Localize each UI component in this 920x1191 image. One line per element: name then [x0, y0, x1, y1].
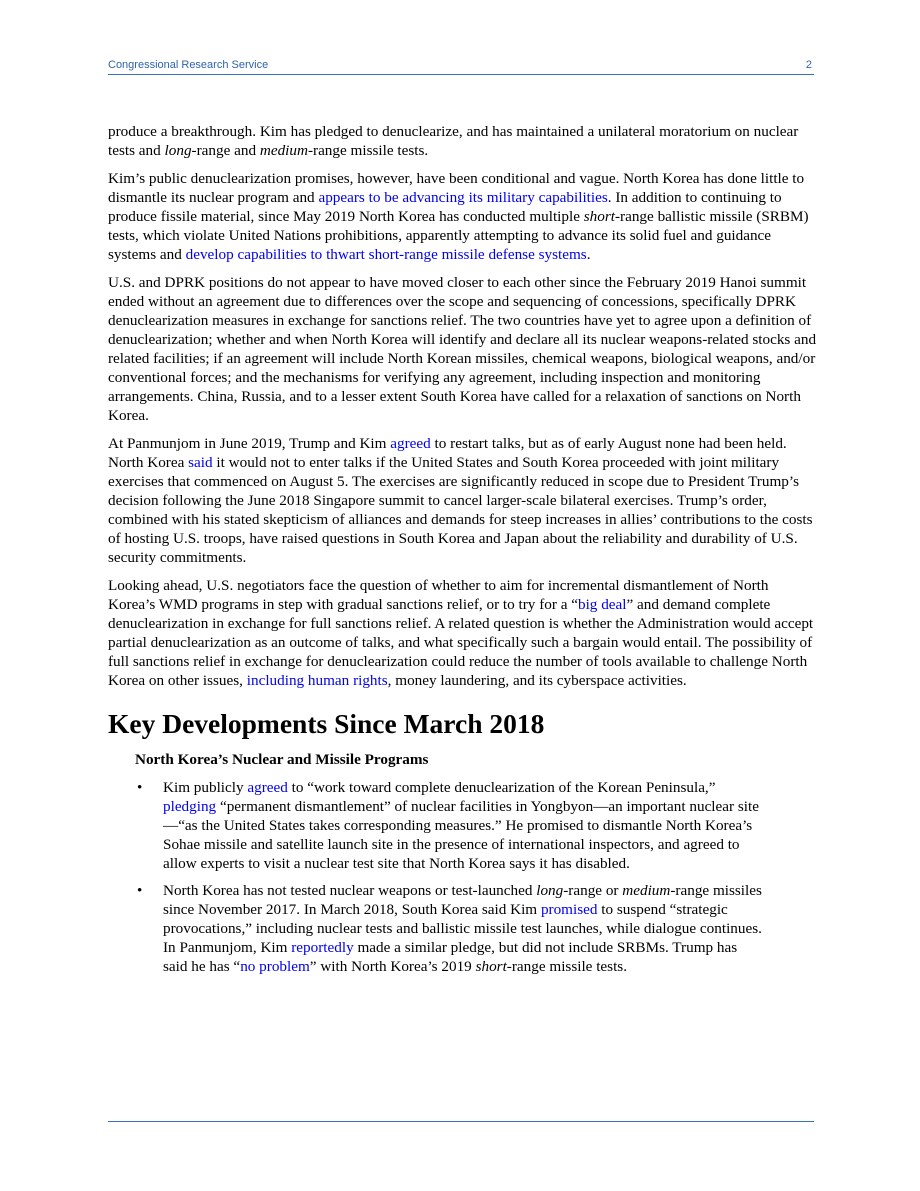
text-run: to suspend “strategic provocations,” including nuclear tests and ballistic missile test launches, while dialogue continues. In Panmunjom, Kim [163, 901, 762, 956]
hyperlink[interactable]: big deal [577, 596, 627, 613]
hyperlink[interactable]: promised [540, 901, 598, 918]
text-run: At Panmunjom in June 2019, Trump and Kim [108, 435, 391, 452]
text-run: Looking ahead, U.S. negotiators face the question of whether to aim for incremental dismantlement of North Korea’s WMD programs in step with gradual sanctions relief, or to try for a “ [108, 577, 769, 613]
text-run: -range or [563, 882, 623, 899]
text-run: U.S. and DPRK positions do not appear to have moved closer to each other since the February 2019 Hanoi summit ended without an agreement due to differences over the scope and sequencing of concessions, specifically DPRK denuclearization measures in exchange for sanctions relief. The two countries have yet to agree upon a definition of denuclearization; whether and when North Korea will identify and declare all its nuclear weapons-related stocks and related facilities; if an agreement will include North Korean missiles, chemical weapons, biological weapons, and/or conventional forces; and the mechanisms for verifying any agreement, including inspection and monitoring arrangements. China, Russia, and to a lesser extent South Korea have called for a relaxation of sanctions on North Korea. [108, 274, 817, 424]
text-run: -range and [191, 142, 260, 159]
hyperlink[interactable]: including human rights [246, 672, 388, 689]
text-run: produce a breakthrough. Kim has pledged to denuclearize, and has maintained a unilateral moratorium on nuclear tests and [108, 123, 799, 159]
text-run: North Korea has not tested nuclear weapons or test-launched [163, 882, 537, 899]
text-run: . In addition to continuing to produce fissile material, since May 2019 North Korea has conducted multiple [108, 189, 782, 225]
emphasized-text: short [475, 958, 507, 975]
hyperlink[interactable]: reportedly [291, 939, 354, 956]
bullet-icon: • [137, 779, 143, 796]
text-run: to restart talks, but as of early August none had been held. North Korea [108, 435, 787, 471]
hyperlink[interactable]: pledging [163, 798, 217, 815]
bullet-text [163, 779, 759, 872]
hyperlink[interactable]: no problem [240, 958, 310, 975]
text-run: ” with North Korea’s 2019 [309, 958, 476, 975]
text-run: , money laundering, and its cyberspace activities. [387, 672, 687, 689]
document-body [108, 122, 818, 984]
text-run: -range missiles since November 2017. In March 2018, South Korea said Kim [163, 882, 762, 918]
emphasized-text: medium [622, 882, 671, 899]
bullet-icon: • [137, 882, 143, 899]
paragraph [108, 434, 818, 567]
page-number: 2 [805, 59, 812, 71]
paragraph [108, 122, 818, 160]
text-run: it would not to enter talks if the United States and South Korea proceeded with joint military exercises that commenced on August 5. The exercises are significantly reduced in scope due to President Trump’s decision following the June 2018 Singapore summit to cancel larger-scale bilateral exercises. Trump’s order, combined with his stated skepticism of alliances and demands for steep increases in allies’ contributions to the costs of hosting U.S. troops, have raised questions in South Korea and Japan about the reliability and durability of U.S. security commitments. [108, 454, 813, 566]
bullet-item [108, 881, 763, 976]
subsection-heading: North Korea’s Nuclear and Missile Programs [135, 751, 429, 768]
emphasized-text: short [583, 208, 615, 225]
footer-rule [108, 1121, 814, 1122]
hyperlink[interactable]: agreed [390, 435, 431, 452]
text-run: ” and demand complete denuclearization in exchange for full sanctions relief. A related question is whether the Administration would accept partial denuclearization as an outcome of talks, and what specifically such a bargain would entail. The possibility of full sanctions relief in exchange for denuclearization could reduce the number of tools available to challenge North Korea on other issues, [108, 596, 814, 689]
text-run: -range missile tests. [307, 142, 429, 159]
bullet-text [163, 882, 762, 975]
text-run: Kim’s public denuclearization promises, however, have been conditional and vague. North Korea has done little to dismantle its nuclear program and [108, 170, 805, 206]
bullet-item [108, 778, 763, 873]
text-run: . [586, 246, 591, 263]
hyperlink[interactable]: said [188, 454, 213, 471]
text-run: -range ballistic missile (SRBM) tests, which violate United Nations prohibitions, apparently attempting to advance its solid fuel and guidance systems and [108, 208, 809, 263]
text-run: Kim publicly [163, 779, 248, 796]
emphasized-text: long [536, 882, 564, 899]
paragraph [108, 576, 818, 690]
text-run: to “work toward complete denuclearization of the Korean Peninsula,” [287, 779, 716, 796]
emphasized-text: long [164, 142, 192, 159]
hyperlink[interactable]: agreed [247, 779, 288, 796]
hyperlink[interactable]: develop capabilities to thwart short-range missile defense systems [185, 246, 587, 263]
header-source: Congressional Research Service [108, 59, 269, 71]
emphasized-text: medium [259, 142, 308, 159]
paragraph [108, 273, 818, 425]
text-run: -range missile tests. [506, 958, 628, 975]
text-run: “permanent dismantlement” of nuclear facilities in Yongbyon—an important nuclear site—“as the United States takes corresponding measures.” He promised to dismantle North Korea’s Sohae missile and satellite launch site in the presence of international inspectors, and agreed to allow experts to visit a nuclear test site that North Korea says it has disabled. [163, 798, 759, 872]
page-header [108, 58, 814, 75]
paragraph [108, 169, 818, 264]
hyperlink[interactable]: appears to be advancing its military capabilities [318, 189, 608, 206]
section-heading: Key Developments Since March 2018 [108, 708, 545, 739]
text-run: made a similar pledge, but did not include SRBMs. Trump has said he has “ [163, 939, 738, 975]
bullet-list [108, 778, 818, 976]
